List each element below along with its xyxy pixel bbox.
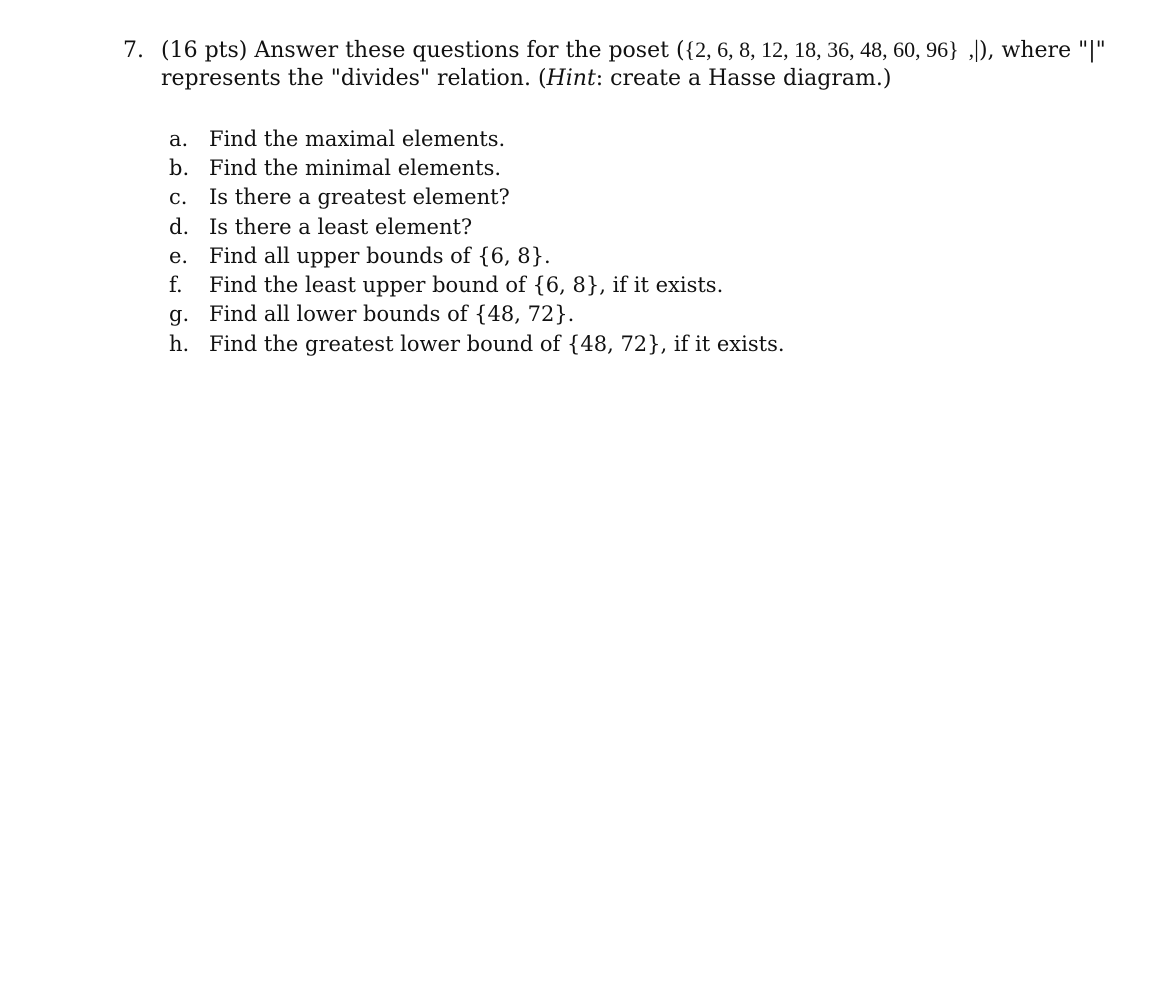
subquestion-a (169, 124, 785, 153)
question-points: (16 pts) (161, 38, 248, 63)
subquestion-label: g. (169, 302, 190, 327)
subquestion-text: Find the least upper bound of {6, 8}, if it exists. (209, 273, 724, 298)
subquestion-label: c. (169, 185, 188, 210)
subquestion-d (169, 212, 785, 241)
subquestion-c (169, 183, 785, 212)
subquestion-e (169, 241, 785, 270)
subquestion-g (169, 300, 785, 329)
subquestion-text: Is there a least element? (209, 214, 473, 239)
subquestion-label: h. (169, 331, 190, 356)
subquestion-label: b. (169, 155, 190, 180)
subquestion-label: f. (169, 273, 183, 298)
subquestion-f (169, 270, 785, 299)
subquestion-text: Is there a greatest element? (209, 185, 510, 210)
poset-set: {2, 6, 8, 12, 18, 36, 48, 60, 96} (684, 37, 959, 62)
hint-word: Hint (546, 66, 596, 91)
subquestion-text: Find all upper bounds of {6, 8}. (209, 243, 551, 268)
subquestion-h (169, 329, 785, 358)
question-intro: Answer these questions for the poset ( (254, 38, 685, 63)
question-close: ), where "|" (978, 38, 1106, 63)
question-line2-suffix: : create a Hasse diagram.) (595, 66, 892, 91)
question-line-2 (161, 65, 891, 93)
question-number: 7. (123, 38, 144, 63)
question-line-1 (123, 36, 1106, 65)
subquestion-b (169, 153, 785, 182)
question-line2-prefix: represents the "divides" relation. ( (161, 66, 547, 91)
subquestion-label: a. (169, 126, 189, 151)
subquestion-label: d. (169, 214, 190, 239)
divides-symbol: | (974, 37, 979, 63)
subquestion-text: Find all lower bounds of {48, 72}. (209, 302, 575, 327)
poset-comma: , (968, 37, 975, 62)
subquestion-text: Find the maximal elements. (209, 126, 506, 151)
subquestion-list (169, 124, 785, 358)
subquestion-text: Find the greatest lower bound of {48, 72}, if it exists. (209, 331, 785, 356)
subquestion-text: Find the minimal elements. (209, 155, 502, 180)
subquestion-label: e. (169, 243, 189, 268)
